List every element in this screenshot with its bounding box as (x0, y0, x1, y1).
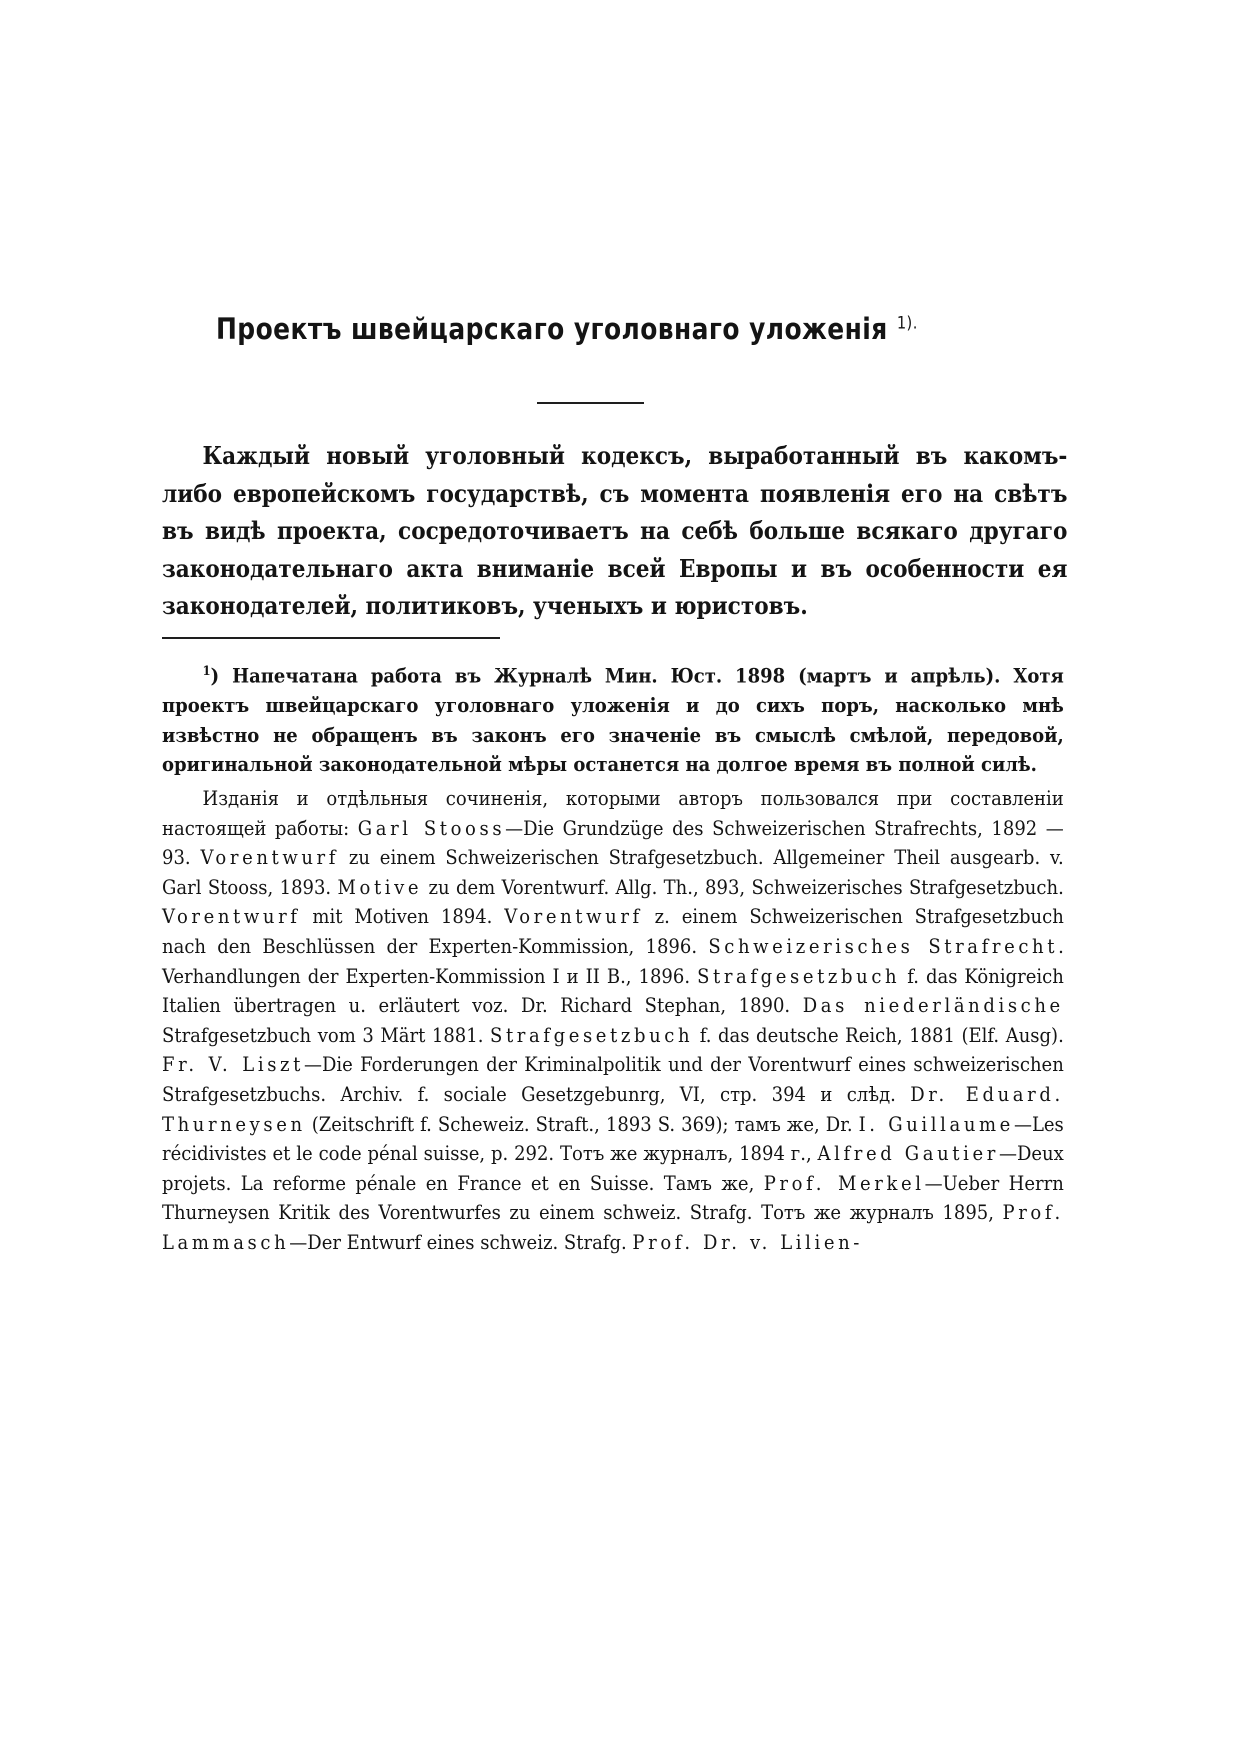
main-paragraph (162, 437, 1067, 625)
source-spaced-title: Prof. Lammasch (162, 1200, 1064, 1254)
source-text: z. einem Schweizerischen Strafgesetzbuch nach den Beschlüssen der Experten-Kommission, 1896. (162, 904, 1064, 958)
title-divider (537, 402, 644, 404)
source-text: —Ueber Herrn Thurneysen Kritik des Vorentwurfes zu einem schweiz. Strafg. Тотъ же журналъ 1895, (162, 1170, 1064, 1225)
page-title (216, 312, 918, 346)
source-text: —Les récidivistes et le code pénal suisse, p. 292. Тотъ же журналъ, 1894 г., (162, 1111, 1064, 1166)
source-spaced-title: Das niederländische (802, 993, 1064, 1018)
source-text: f. das Königreich Italien übertragen u. erläutert voz. Dr. Richard Stephan, 1890. (162, 963, 1064, 1018)
source-text: —Die Grundzüge des Schweizerischen Strafrechts, 1892 — 93. (162, 815, 1064, 870)
source-spaced-title: Vorentwurf (504, 904, 643, 929)
title-text: Проектъ швейцарскаго уголовнаго уложенія (216, 312, 888, 346)
source-text: Изданія и отдѣльныя сочиненія, которыми авторъ пользовался при составленіи настоящей работы: (162, 786, 1064, 840)
source-spaced-title: Motive (337, 874, 423, 899)
footnote-marker: 1 (202, 664, 211, 679)
source-text: —Der Entwurf eines schweiz. Strafg. (289, 1229, 633, 1254)
source-spaced-title: Schweizerisches Strafrecht (708, 934, 1059, 958)
source-spaced-title: Alfred Gautier (817, 1141, 999, 1166)
source-spaced-title: Prof. Dr. v. Lilien- (632, 1229, 863, 1254)
source-spaced-title: Dr. Eduard. Thurneysen (162, 1081, 1064, 1136)
source-spaced-title: Prof. Merkel (763, 1170, 925, 1195)
source-text: zu einem Schweizerischen Strafgesetzbuch. Allgemeiner Theil ausgearb. v. Garl Stooss, 1893. (162, 845, 1064, 899)
source-spaced-title: Strafgesetzbuch (490, 1022, 694, 1047)
source-text: . Verhandlungen der Experten-Kommission I и II B., 1896. (162, 934, 1064, 988)
source-text: zu dem Vorentwurf. Allg. Th., 893, Schweizerisches Strafgesetzbuch. (422, 874, 1064, 899)
source-text: Strafgesetzbuch vom 3 Märt 1881. (162, 1022, 491, 1047)
source-text: (Zeitschrift f. Scheweiz. Straft., 1893 S. 369); тамъ же, Dr. (305, 1111, 859, 1136)
source-text: —Deux projets. La reforme pénale en France et en Suisse. Тамъ же, (162, 1141, 1064, 1195)
main-paragraph-text: Каждый новый уголовный кодексъ, выработанный въ какомъ-либо европейскомъ государствѣ, съ момента появленія его на свѣтъ въ видѣ проекта, сосредоточиваетъ на себѣ больше всякаго другаго законодательнаго акта вниманіе всей Европы и въ особенности ея законодателей, политиковъ, ученыхъ и юристовъ. (162, 441, 1068, 620)
source-text: —Die Forderungen der Kriminalpolitik und der Vorentwurf eines schweizerischen Strafgesetzbuchs. Archiv. f. sociale Gesetzgebunrg, VI, стр. 394 и слѣд. (162, 1052, 1064, 1106)
footnote-note (162, 657, 1064, 780)
footnote-divider (162, 637, 500, 639)
footnote (162, 657, 1064, 1258)
source-spaced-title: Strafgesetzbuch (697, 963, 901, 988)
source-spaced-title: Garl Stooss (357, 815, 506, 840)
footnote-note-text: ) Напечатана работа въ Журналѣ Мин. Юст. 1898 (мартъ и апрѣль). Хотя проектъ швейцарскаго уголовнаго уложенія и до сихъ поръ, насколько мнѣ извѣстно не обращенъ въ законъ его значеніе въ смыслѣ смѣлой, передовой, оригинальной законодательной мѣры останется на долгое время въ полной силѣ. (162, 663, 1064, 777)
source-text: mit Motiven 1894. (300, 904, 505, 929)
source-spaced-title: Fr. V. Liszt (162, 1052, 304, 1077)
source-spaced-title: Vorentwurf (162, 904, 301, 929)
source-spaced-title: Vorentwurf (200, 845, 340, 870)
title-footnote-marker: 1). (896, 313, 918, 334)
source-text: f. das deutsche Reich, 1881 (Elf. Ausg). (693, 1022, 1064, 1047)
footnote-sources (162, 784, 1064, 1258)
source-spaced-title: I. Guillaume (858, 1111, 1014, 1136)
